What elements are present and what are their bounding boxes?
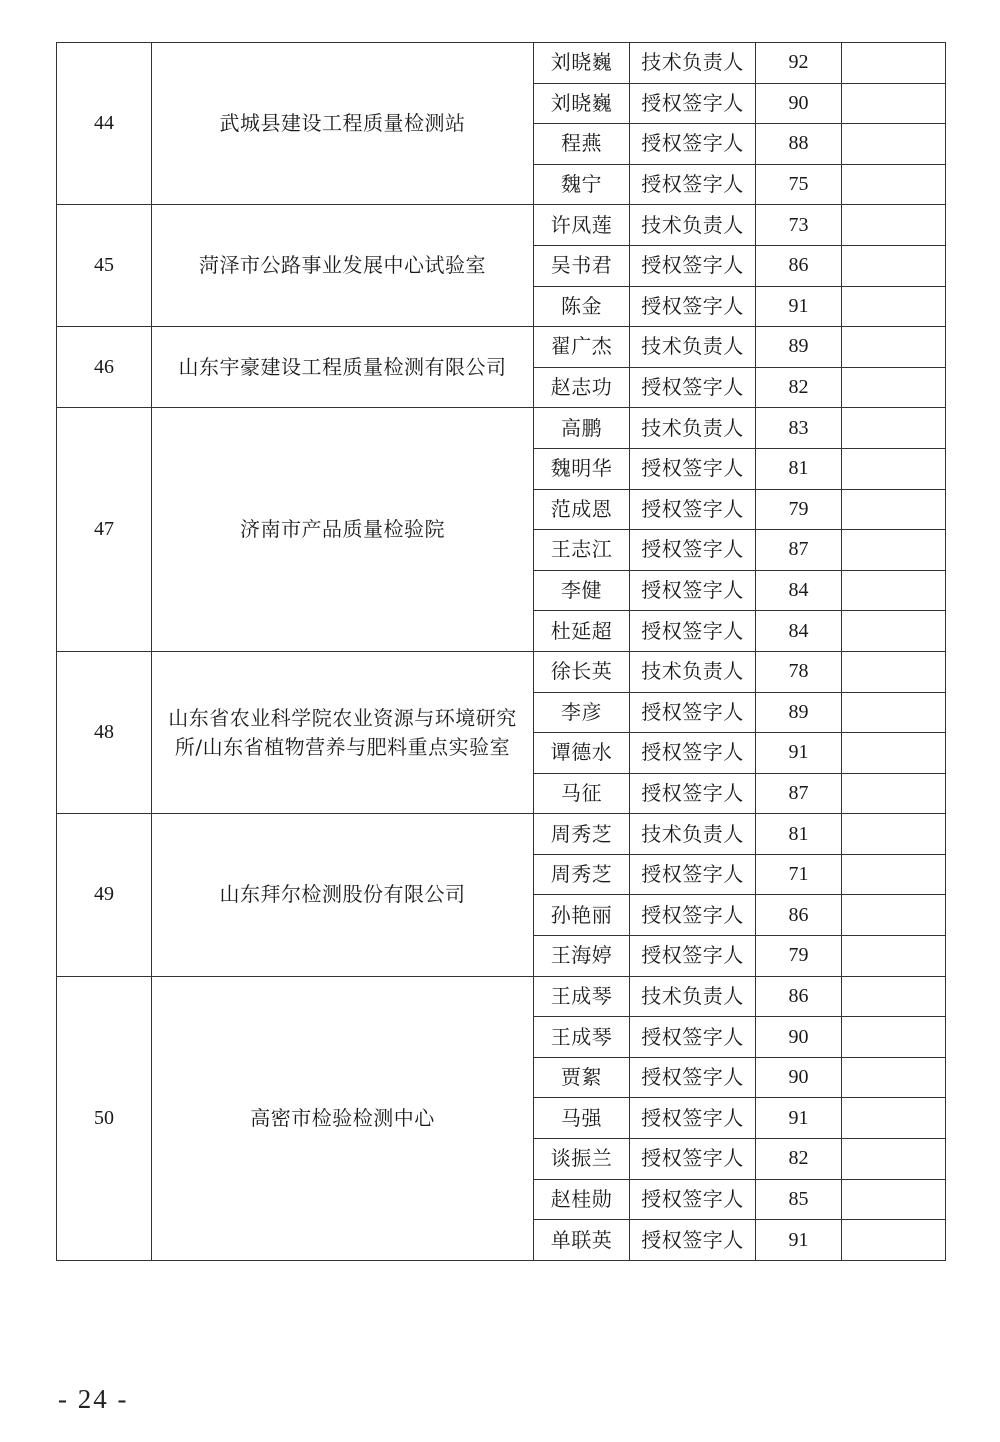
table-row [57, 205, 946, 246]
person-name-cell: 程燕 [534, 124, 630, 165]
person-name-cell: 贾絮 [534, 1057, 630, 1098]
remarks-cell [842, 773, 946, 814]
person-name-cell: 谈振兰 [534, 1139, 630, 1180]
score-cell: 79 [756, 489, 842, 530]
person-role-cell: 授权签字人 [630, 1139, 756, 1180]
organization-cell [152, 976, 534, 1260]
group-number-cell: 50 [57, 976, 152, 1260]
score-cell: 91 [756, 1098, 842, 1139]
score-cell: 87 [756, 773, 842, 814]
person-role-cell: 授权签字人 [630, 733, 756, 774]
score-cell: 91 [756, 733, 842, 774]
remarks-cell [842, 124, 946, 165]
remarks-cell [842, 530, 946, 571]
score-cell: 89 [756, 327, 842, 368]
person-role-cell: 授权签字人 [630, 448, 756, 489]
table-row [57, 814, 946, 855]
score-cell: 90 [756, 1057, 842, 1098]
person-name-cell: 马强 [534, 1098, 630, 1139]
person-name-cell: 刘晓巍 [534, 83, 630, 124]
score-cell: 87 [756, 530, 842, 571]
remarks-cell [842, 976, 946, 1017]
score-cell: 71 [756, 854, 842, 895]
score-cell: 84 [756, 611, 842, 652]
remarks-cell [842, 692, 946, 733]
table-row [57, 43, 946, 84]
group-number-cell: 44 [57, 43, 152, 205]
person-name-cell: 陈金 [534, 286, 630, 327]
score-cell: 91 [756, 1220, 842, 1261]
score-cell: 86 [756, 245, 842, 286]
score-cell: 73 [756, 205, 842, 246]
person-role-cell: 授权签字人 [630, 895, 756, 936]
person-name-cell: 周秀芝 [534, 854, 630, 895]
person-role-cell: 授权签字人 [630, 164, 756, 205]
remarks-cell [842, 408, 946, 449]
remarks-cell [842, 327, 946, 368]
person-name-cell: 谭德水 [534, 733, 630, 774]
organization-name-line: 武城县建设工程质量检测站 [219, 111, 466, 136]
remarks-cell [842, 1057, 946, 1098]
score-cell: 83 [756, 408, 842, 449]
person-role-cell: 授权签字人 [630, 124, 756, 165]
organization-cell [152, 205, 534, 327]
organization-name-line: 济南市产品质量检验院 [240, 517, 445, 542]
person-name-cell: 孙艳丽 [534, 895, 630, 936]
remarks-cell [842, 448, 946, 489]
person-role-cell: 技术负责人 [630, 408, 756, 449]
remarks-cell [842, 814, 946, 855]
person-name-cell: 赵桂勋 [534, 1179, 630, 1220]
remarks-cell [842, 205, 946, 246]
person-name-cell: 徐长英 [534, 651, 630, 692]
person-name-cell: 李彦 [534, 692, 630, 733]
person-name-cell: 魏明华 [534, 448, 630, 489]
person-role-cell: 授权签字人 [630, 1220, 756, 1261]
group-number-cell: 48 [57, 651, 152, 813]
person-name-cell: 王成琴 [534, 1017, 630, 1058]
score-cell: 84 [756, 570, 842, 611]
person-role-cell: 技术负责人 [630, 976, 756, 1017]
person-name-cell: 赵志功 [534, 367, 630, 408]
table-row [57, 408, 946, 449]
person-role-cell: 技术负责人 [630, 327, 756, 368]
score-cell: 78 [756, 651, 842, 692]
person-role-cell: 授权签字人 [630, 83, 756, 124]
organization-name-line: 山东省农业科学院农业资源与环境研究 [168, 705, 517, 730]
person-role-cell: 授权签字人 [630, 1179, 756, 1220]
person-role-cell: 技术负责人 [630, 43, 756, 84]
score-cell: 81 [756, 814, 842, 855]
remarks-cell [842, 245, 946, 286]
remarks-cell [842, 570, 946, 611]
person-role-cell: 授权签字人 [630, 489, 756, 530]
group-number-cell: 46 [57, 327, 152, 408]
person-name-cell: 吴书君 [534, 245, 630, 286]
person-role-cell: 授权签字人 [630, 854, 756, 895]
score-cell: 90 [756, 1017, 842, 1058]
person-name-cell: 王成琴 [534, 976, 630, 1017]
remarks-cell [842, 936, 946, 977]
table-row [57, 327, 946, 368]
results-table-body [57, 43, 946, 1261]
score-cell: 91 [756, 286, 842, 327]
remarks-cell [842, 367, 946, 408]
score-cell: 92 [756, 43, 842, 84]
person-role-cell: 技术负责人 [630, 814, 756, 855]
group-number-cell: 45 [57, 205, 152, 327]
person-name-cell: 王志江 [534, 530, 630, 571]
remarks-cell [842, 611, 946, 652]
person-role-cell: 授权签字人 [630, 1017, 756, 1058]
remarks-cell [842, 895, 946, 936]
remarks-cell [842, 1179, 946, 1220]
person-name-cell: 范成恩 [534, 489, 630, 530]
score-cell: 79 [756, 936, 842, 977]
person-role-cell: 授权签字人 [630, 530, 756, 571]
organization-cell [152, 43, 534, 205]
score-cell: 86 [756, 895, 842, 936]
remarks-cell [842, 286, 946, 327]
score-cell: 89 [756, 692, 842, 733]
person-role-cell: 技术负责人 [630, 205, 756, 246]
person-role-cell: 授权签字人 [630, 367, 756, 408]
remarks-cell [842, 733, 946, 774]
organization-cell [152, 651, 534, 813]
remarks-cell [842, 83, 946, 124]
score-cell: 75 [756, 164, 842, 205]
person-name-cell: 许凤莲 [534, 205, 630, 246]
score-cell: 86 [756, 976, 842, 1017]
person-name-cell: 马征 [534, 773, 630, 814]
person-role-cell: 授权签字人 [630, 570, 756, 611]
organization-name-line: 山东宇豪建设工程质量检测有限公司 [178, 354, 507, 379]
person-role-cell: 授权签字人 [630, 245, 756, 286]
organization-cell [152, 814, 534, 976]
remarks-cell [842, 651, 946, 692]
person-role-cell: 授权签字人 [630, 286, 756, 327]
score-cell: 85 [756, 1179, 842, 1220]
score-cell: 88 [756, 124, 842, 165]
person-name-cell: 高鹏 [534, 408, 630, 449]
remarks-cell [842, 1139, 946, 1180]
person-role-cell: 授权签字人 [630, 692, 756, 733]
score-cell: 81 [756, 448, 842, 489]
results-table [56, 42, 946, 1261]
person-role-cell: 授权签字人 [630, 611, 756, 652]
organization-cell [152, 327, 534, 408]
remarks-cell [842, 1098, 946, 1139]
score-cell: 90 [756, 83, 842, 124]
score-cell: 82 [756, 1139, 842, 1180]
person-name-cell: 李健 [534, 570, 630, 611]
remarks-cell [842, 164, 946, 205]
group-number-cell: 49 [57, 814, 152, 976]
person-name-cell: 周秀芝 [534, 814, 630, 855]
person-role-cell: 授权签字人 [630, 773, 756, 814]
group-number-cell: 47 [57, 408, 152, 652]
score-cell: 82 [756, 367, 842, 408]
person-role-cell: 授权签字人 [630, 1057, 756, 1098]
remarks-cell [842, 854, 946, 895]
organization-cell [152, 408, 534, 652]
person-name-cell: 杜延超 [534, 611, 630, 652]
organization-name-line: 高密市检验检测中心 [250, 1105, 435, 1130]
organization-name-line: 山东拜尔检测股份有限公司 [219, 882, 466, 907]
person-name-cell: 刘晓巍 [534, 43, 630, 84]
person-name-cell: 王海婷 [534, 936, 630, 977]
organization-name-line: 菏泽市公路事业发展中心试验室 [199, 253, 486, 278]
person-role-cell: 授权签字人 [630, 936, 756, 977]
person-role-cell: 技术负责人 [630, 651, 756, 692]
organization-name-line: 所/山东省植物营养与肥料重点实验室 [174, 734, 511, 759]
remarks-cell [842, 1017, 946, 1058]
person-name-cell: 单联英 [534, 1220, 630, 1261]
remarks-cell [842, 43, 946, 84]
table-row [57, 651, 946, 692]
remarks-cell [842, 489, 946, 530]
person-name-cell: 魏宁 [534, 164, 630, 205]
person-name-cell: 翟广杰 [534, 327, 630, 368]
page-number: - 24 - [58, 1384, 129, 1414]
table-row [57, 976, 946, 1017]
person-role-cell: 授权签字人 [630, 1098, 756, 1139]
remarks-cell [842, 1220, 946, 1261]
